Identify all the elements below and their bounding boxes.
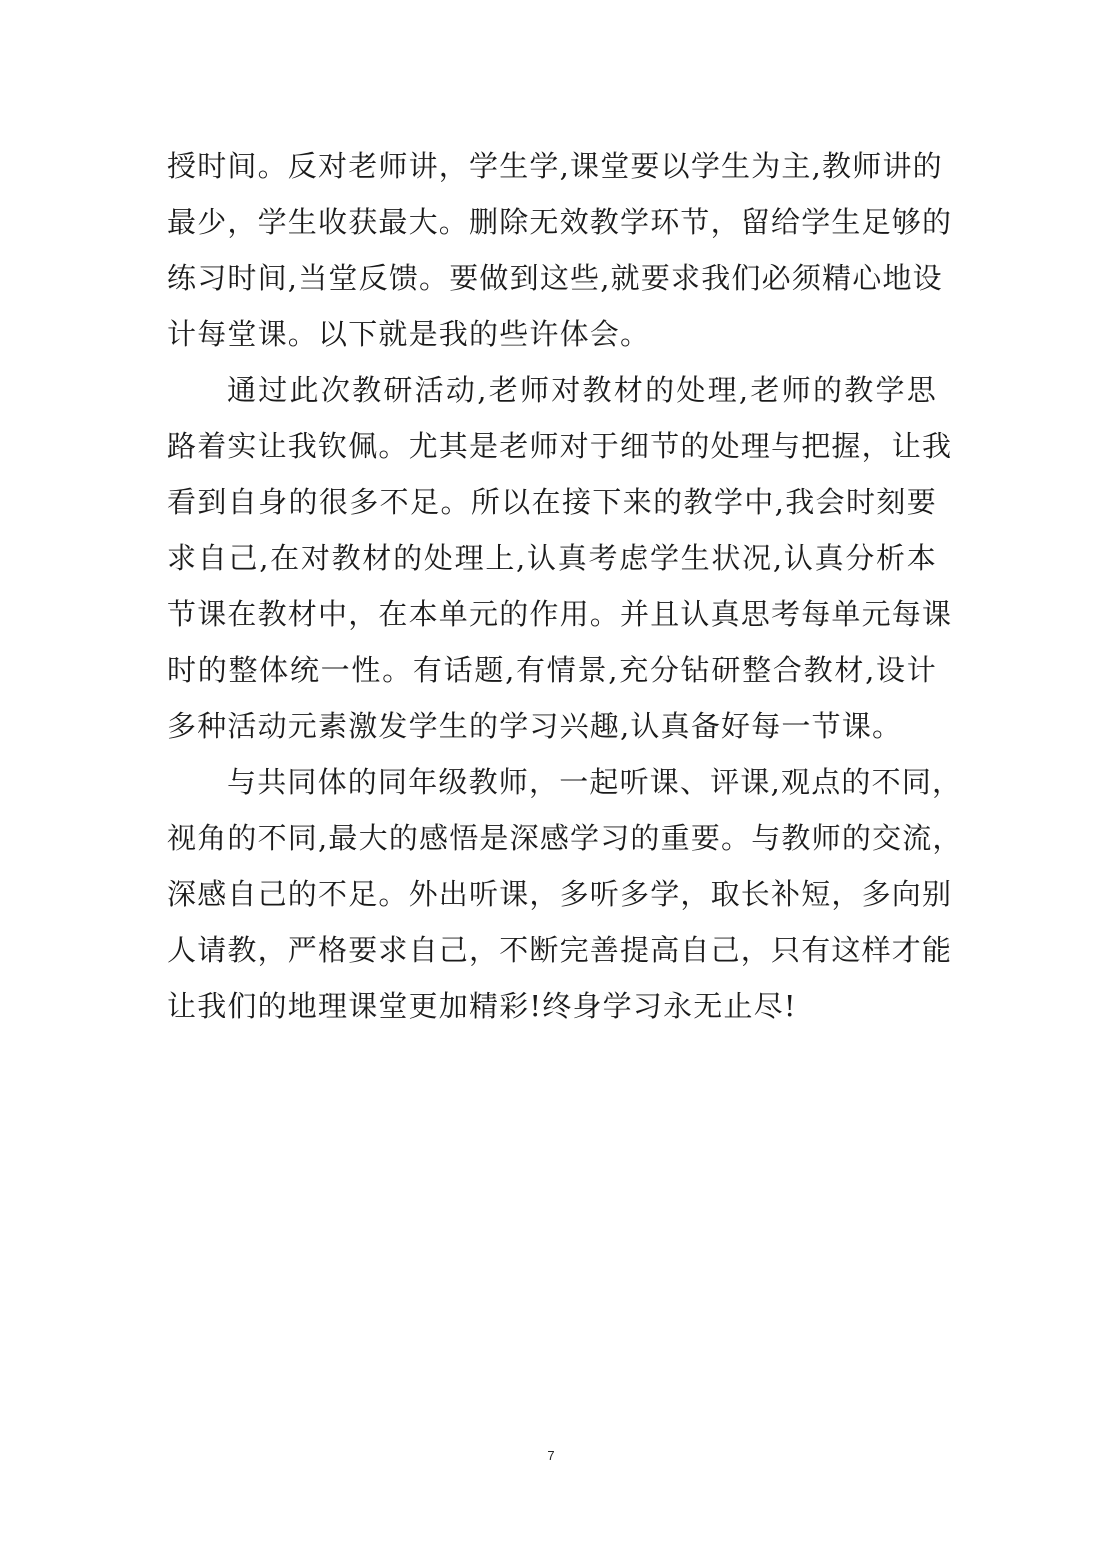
text-line: 授时间。反对老师讲，学生学,课堂要以学生为主,教师讲的 <box>167 149 943 183</box>
text-line: 练习时间,当堂反馈。要做到这些,就要求我们必须精心地设 <box>167 261 943 295</box>
text-line: 看到自身的很多不足。所以在接下来的教学中,我会时刻要 <box>167 485 937 519</box>
text-line: 视角的不同,最大的感悟是深感学习的重要。与教师的交流， <box>167 821 963 855</box>
text-line: 人请教，严格要求自己，不断完善提高自己，只有这样才能 <box>167 933 953 967</box>
body-text <box>167 138 963 1034</box>
text-line: 最少，学生收获最大。删除无效教学环节，留给学生足够的 <box>167 205 953 239</box>
text-line: 让我们的地理课堂更加精彩!终身学习永无止尽! <box>167 989 797 1023</box>
text-line: 节课在教材中，在本单元的作用。并且认真思考每单元每课 <box>167 597 953 631</box>
text-line: 计每堂课。以下就是我的些许体会。 <box>167 317 651 351</box>
text-line: 通过此次教研活动,老师对教材的处理,老师的教学思 <box>227 373 937 407</box>
page-number: 7 <box>547 1448 555 1463</box>
text-line: 多种活动元素激发学生的学习兴趣,认真备好每一节课。 <box>167 709 903 743</box>
text-line: 求自己,在对教材的处理上,认真考虑学生状况,认真分析本 <box>167 541 937 575</box>
text-line: 与共同体的同年级教师，一起听课、评课,观点的不同， <box>227 765 963 799</box>
text-line: 时的整体统一性。有话题,有情景,充分钻研整合教材,设计 <box>167 653 937 687</box>
text-line: 深感自己的不足。外出听课，多听多学，取长补短，多向别 <box>167 877 953 911</box>
text-line: 路着实让我钦佩。尤其是老师对于细节的处理与把握，让我 <box>167 429 953 463</box>
